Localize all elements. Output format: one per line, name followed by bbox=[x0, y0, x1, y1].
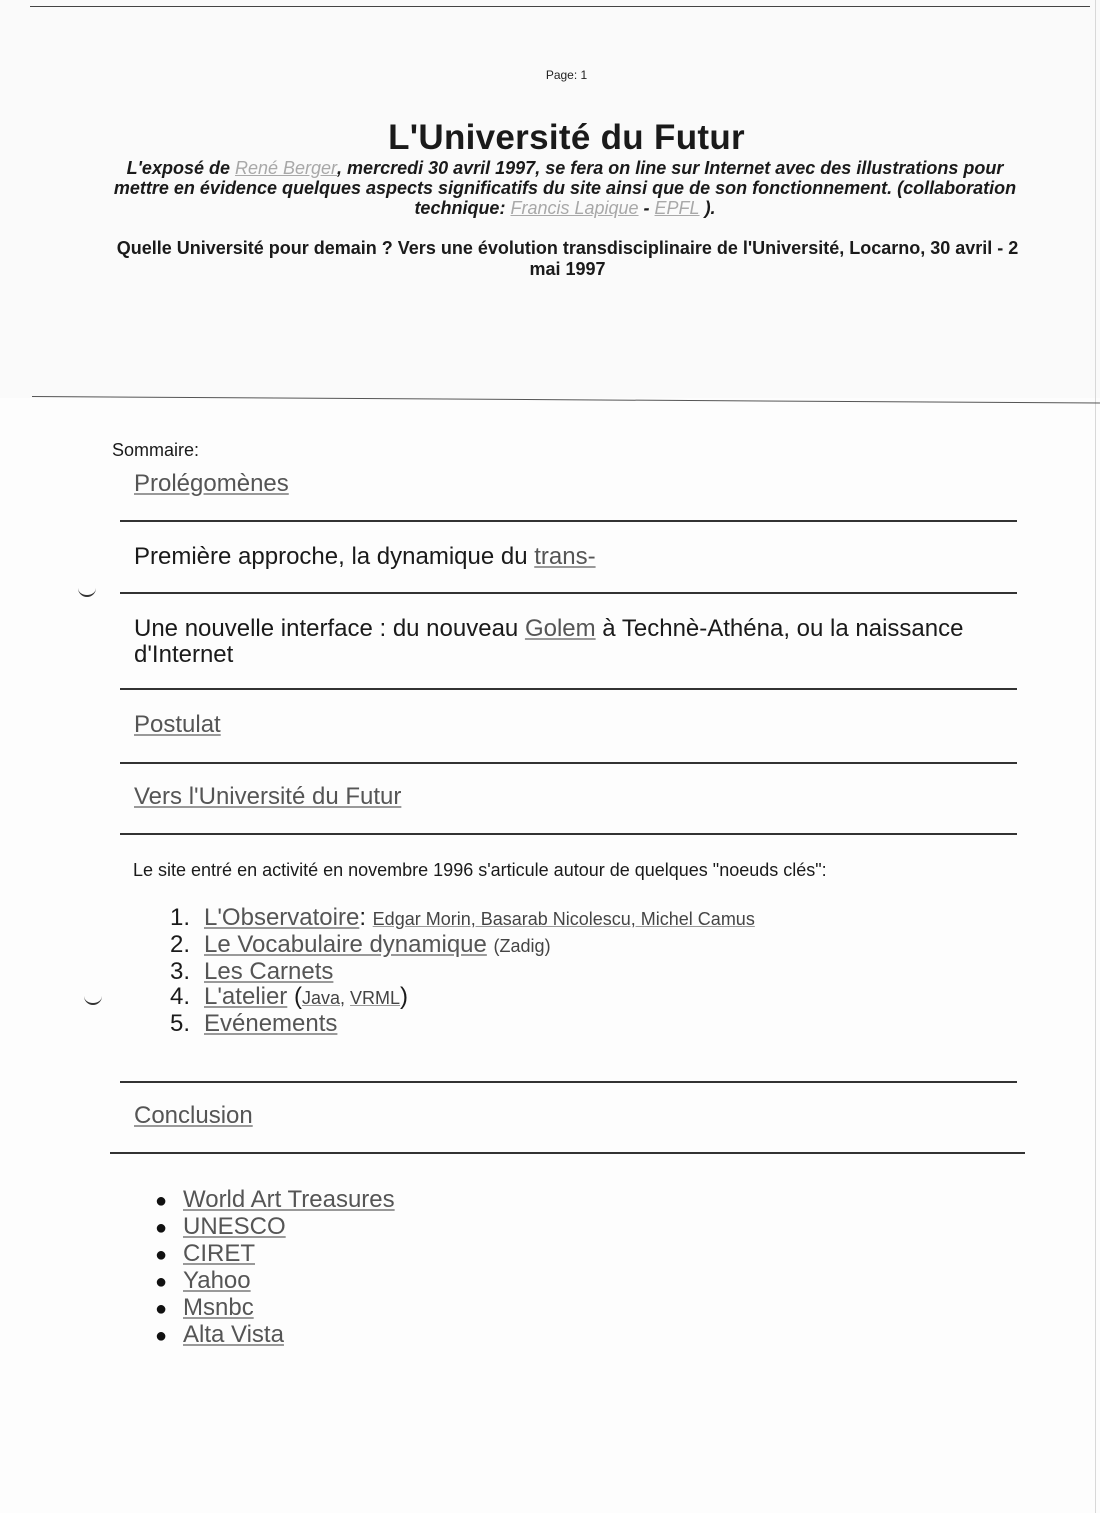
vrml-link[interactable]: VRML bbox=[350, 988, 401, 1008]
toc-text: à Technè-Athéna, ou la naissance d'Internet bbox=[134, 615, 964, 668]
evenements-link[interactable]: Evénements bbox=[204, 1010, 338, 1037]
zadig-note: (Zadig) bbox=[493, 936, 551, 956]
divider bbox=[120, 833, 1017, 835]
bullet-icon: ● bbox=[155, 1271, 168, 1293]
list-punctuation: ( bbox=[287, 983, 302, 1010]
list-item bbox=[170, 984, 755, 1011]
vocabulaire-link[interactable]: Le Vocabulaire dynamique bbox=[204, 931, 487, 958]
msnbc-link[interactable]: Msnbc bbox=[183, 1294, 254, 1321]
punch-hole-mark bbox=[78, 587, 96, 597]
toc-premiere-approche bbox=[134, 544, 596, 570]
trans-link[interactable]: trans- bbox=[534, 543, 596, 570]
toc-link-postulat[interactable]: Postulat bbox=[134, 711, 221, 738]
divider bbox=[120, 762, 1017, 764]
carnets-link[interactable]: Les Carnets bbox=[204, 958, 334, 985]
authors-link[interactable]: Edgar Morin, Basarab Nicolescu, Michel Camus bbox=[372, 909, 755, 929]
scan-edge-right bbox=[1095, 0, 1096, 1513]
observatoire-link[interactable]: L'Observatoire bbox=[204, 904, 360, 931]
divider bbox=[120, 688, 1017, 690]
divider bbox=[120, 1081, 1017, 1083]
epfl-link[interactable]: EPFL bbox=[654, 198, 700, 218]
list-number: 3. bbox=[170, 958, 191, 985]
toc-link-conclusion[interactable]: Conclusion bbox=[134, 1102, 253, 1129]
list-item bbox=[155, 1214, 395, 1241]
site-intro-text: Le site entré en activité en novembre 1996 s'articule autour de quelques "noeuds clés": bbox=[133, 860, 827, 880]
toc-nouvelle-interface bbox=[134, 616, 1014, 668]
atelier-link[interactable]: L'atelier bbox=[204, 983, 288, 1010]
list-punctuation: , bbox=[340, 988, 351, 1008]
java-link[interactable]: Java bbox=[301, 988, 340, 1008]
toc-text: Première approche, la dynamique du bbox=[134, 543, 535, 570]
list-number: 4. bbox=[170, 983, 191, 1010]
conference-line: Quelle Université pour demain ? Vers une évolution transdisciplinaire de l'Université, Locarno, 30 avril - 2 mai 1997 bbox=[116, 238, 1019, 279]
ciret-link[interactable]: CIRET bbox=[183, 1240, 255, 1267]
list-number: 5. bbox=[170, 1010, 191, 1037]
bullet-icon: ● bbox=[155, 1217, 168, 1239]
document-title: L'Université du Futur bbox=[388, 118, 745, 157]
unesco-link[interactable]: UNESCO bbox=[183, 1213, 286, 1240]
external-links-list bbox=[155, 1187, 395, 1349]
list-number: 1. bbox=[170, 904, 191, 931]
divider bbox=[120, 592, 1017, 594]
list-punctuation: : bbox=[359, 904, 366, 931]
bullet-icon: ● bbox=[155, 1244, 168, 1266]
yahoo-link[interactable]: Yahoo bbox=[183, 1267, 251, 1294]
list-item bbox=[170, 932, 755, 959]
punch-hole-mark bbox=[84, 995, 102, 1005]
list-number: 2. bbox=[170, 931, 191, 958]
list-item bbox=[155, 1268, 395, 1295]
list-item bbox=[170, 1011, 755, 1036]
intro-text: L'exposé de bbox=[126, 158, 235, 178]
intro-text: - bbox=[638, 198, 655, 218]
collaborator-link[interactable]: Francis Lapique bbox=[510, 198, 639, 218]
list-item bbox=[170, 905, 755, 932]
list-item bbox=[155, 1295, 395, 1322]
intro-paragraph bbox=[110, 158, 1020, 218]
summary-label: Sommaire: bbox=[112, 440, 200, 460]
list-item bbox=[170, 959, 755, 984]
list-item bbox=[155, 1187, 395, 1214]
toc-link-vers-universite[interactable]: Vers l'Université du Futur bbox=[134, 783, 402, 810]
bullet-icon: ● bbox=[155, 1325, 168, 1347]
bullet-icon: ● bbox=[155, 1298, 168, 1320]
divider bbox=[110, 1152, 1025, 1154]
toc-text: Une nouvelle interface : du nouveau bbox=[134, 615, 525, 642]
list-item bbox=[155, 1241, 395, 1268]
page-number: Page: 1 bbox=[545, 68, 588, 82]
intro-text: ). bbox=[699, 198, 716, 218]
toc-link-prolegomenes[interactable]: Prolégomènes bbox=[134, 470, 289, 497]
key-nodes-list bbox=[170, 905, 755, 1036]
author-link[interactable]: René Berger bbox=[234, 158, 338, 178]
intro-text: , mercredi 30 avril 1997, se fera on line sur Internet avec des illustrations pour mettre en évidence quelques aspects significatifs du site ainsi que de son fonctionnement. (collaboration technique: bbox=[113, 158, 1017, 218]
divider bbox=[120, 520, 1017, 522]
list-item bbox=[155, 1322, 395, 1349]
scan-edge bbox=[30, 6, 1090, 7]
alta-vista-link[interactable]: Alta Vista bbox=[183, 1321, 284, 1348]
list-punctuation: ) bbox=[400, 983, 409, 1010]
golem-link[interactable]: Golem bbox=[524, 615, 596, 642]
bullet-icon: ● bbox=[155, 1190, 168, 1212]
world-art-treasures-link[interactable]: World Art Treasures bbox=[183, 1186, 395, 1213]
